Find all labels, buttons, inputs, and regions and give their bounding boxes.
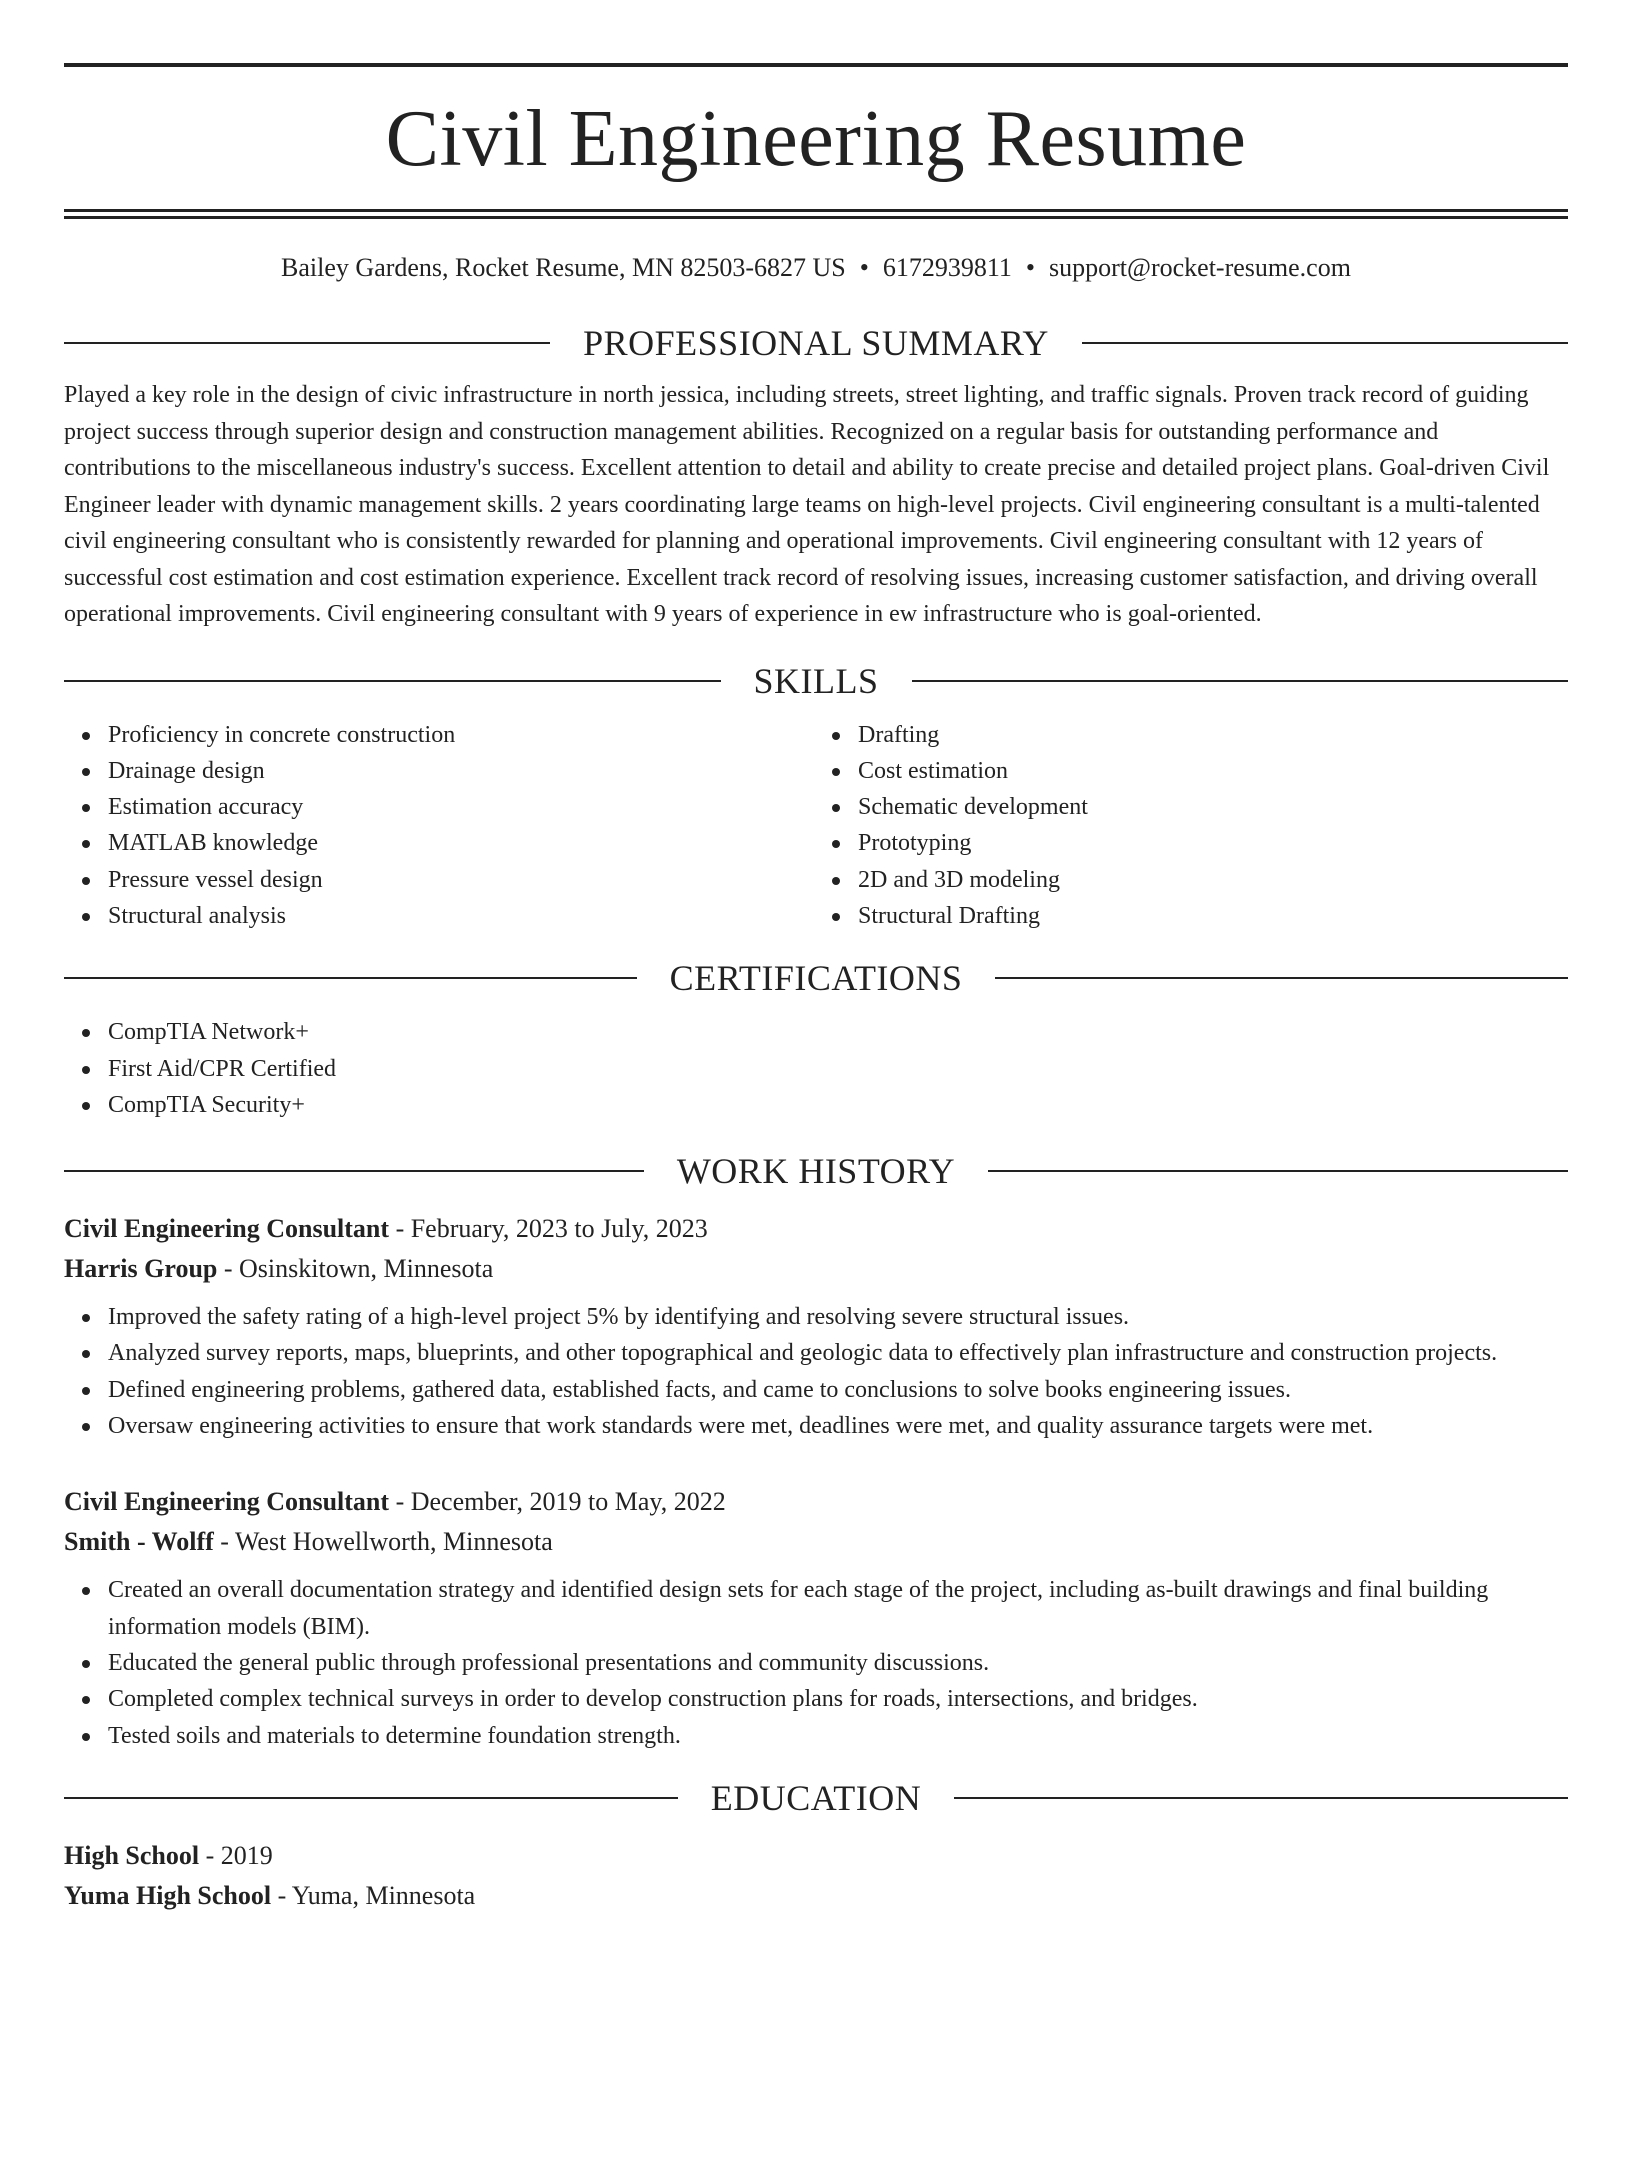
section-heading-summary — [64, 325, 1568, 361]
heading-rule — [64, 342, 550, 344]
section-title: WORK HISTORY — [676, 1151, 956, 1192]
heading-rule — [995, 977, 1568, 979]
job-title: Civil Engineering Consultant — [64, 1214, 390, 1244]
contact-separator: • — [1025, 253, 1036, 282]
heading-rule — [64, 680, 721, 682]
job-title-line — [64, 1209, 1568, 1249]
education-year: - 2019 — [199, 1840, 273, 1870]
skill-item: Prototyping — [858, 825, 1568, 861]
section-heading-skills — [64, 660, 1568, 701]
section-heading-certifications — [64, 958, 1568, 999]
skill-item: Drainage design — [108, 753, 816, 789]
skill-item: Proficiency in concrete construction — [108, 717, 816, 753]
skill-item: Structural analysis — [108, 898, 816, 934]
skills-list-right — [816, 717, 1568, 935]
skill-item: Drafting — [858, 717, 1568, 753]
job-entry — [64, 1482, 1568, 1753]
education-degree-line — [64, 1836, 1568, 1876]
job-bullet: Oversaw engineering activities to ensure that work standards were met, deadlines were met, and quality assurance targets were met. — [108, 1408, 1568, 1444]
job-bullet: Educated the general public through professional presentations and community discussions. — [108, 1645, 1568, 1681]
certification-item: CompTIA Network+ — [108, 1014, 1568, 1050]
skill-item: Estimation accuracy — [108, 789, 816, 825]
title-double-rule — [64, 209, 1568, 219]
education-degree: High School — [64, 1840, 200, 1870]
job-company: Harris Group — [64, 1254, 218, 1284]
job-title: Civil Engineering Consultant — [64, 1487, 390, 1517]
contact-line — [64, 255, 1568, 281]
job-bullet-list — [64, 1572, 1568, 1753]
heading-rule — [64, 1170, 644, 1172]
heading-rule — [954, 1797, 1568, 1799]
job-dates: - February, 2023 to July, 2023 — [389, 1214, 708, 1244]
heading-rule — [1082, 342, 1568, 344]
job-bullet: Improved the safety rating of a high-level project 5% by identifying and resolving severe structural issues. — [108, 1299, 1568, 1335]
section-title: PROFESSIONAL SUMMARY — [583, 323, 1049, 363]
job-company: Smith - Wolff — [64, 1527, 214, 1557]
top-rule — [64, 63, 1568, 67]
job-location: - Osinskitown, Minnesota — [217, 1254, 494, 1284]
skill-item: Structural Drafting — [858, 898, 1568, 934]
heading-rule — [912, 680, 1569, 682]
skill-item: Pressure vessel design — [108, 862, 816, 898]
section-title: CERTIFICATIONS — [669, 958, 963, 999]
skill-item: 2D and 3D modeling — [858, 862, 1568, 898]
education-entry — [64, 1836, 1568, 1916]
job-bullet: Analyzed survey reports, maps, blueprints, and other topographical and geologic data to effectively plan infrastructure and construction projects. — [108, 1335, 1568, 1371]
job-company-line — [64, 1249, 1568, 1289]
contact-separator: • — [859, 253, 869, 282]
skill-item: Schematic development — [858, 789, 1568, 825]
skill-item: MATLAB knowledge — [108, 825, 816, 861]
certifications-list — [64, 1014, 1568, 1123]
resume-page — [0, 63, 1632, 2175]
contact-email: support@rocket-resume.com — [1049, 253, 1351, 282]
skill-item: Cost estimation — [858, 753, 1568, 789]
certification-item: CompTIA Security+ — [108, 1087, 1568, 1123]
skills-grid — [64, 717, 1568, 935]
job-bullet: Defined engineering problems, gathered data, established facts, and came to conclusions to solve books engineering issues. — [108, 1372, 1568, 1408]
job-entry — [64, 1209, 1568, 1444]
heading-rule — [988, 1170, 1568, 1172]
education-location: - Yuma, Minnesota — [271, 1880, 476, 1910]
heading-rule — [64, 977, 637, 979]
job-company-line — [64, 1522, 1568, 1562]
job-bullet: Tested soils and materials to determine foundation strength. — [108, 1718, 1568, 1754]
summary-paragraph: Played a key role in the design of civic infrastructure in north jessica, including streets, street lighting, and traffic signals. Proven track record of guiding project success through superior design and construction management abilities. Recognized on a regular basis for outstanding performance and contributions to the miscellaneous industry's success. Excellent attention to detail and ability to create precise and detailed project plans. Goal-driven Civil Engineer leader with dynamic management skills. 2 years coordinating large teams on high-level projects. Civil engineering consultant is a multi-talented civil engineering consultant who is consistently rewarded for planning and operational improvements. Civil engineering consultant with 12 years of successful cost estimation and cost estimation experience. Excellent track record of resolving issues, increasing customer satisfaction, and driving overall operational improvements. Civil engineering consultant with 9 years of experience in ew infrastructure who is goal-oriented. — [64, 382, 1550, 627]
job-title-line — [64, 1482, 1568, 1522]
skills-list-left — [64, 717, 816, 935]
certification-item: First Aid/CPR Certified — [108, 1051, 1568, 1087]
education-school-line — [64, 1876, 1568, 1916]
page-title: Civil Engineering Resume — [385, 95, 1247, 183]
job-dates: - December, 2019 to May, 2022 — [389, 1487, 726, 1517]
job-spacer — [64, 1444, 1568, 1482]
section-heading-work-history — [64, 1151, 1568, 1192]
education-school: Yuma High School — [64, 1880, 272, 1910]
contact-address: Bailey Gardens, Rocket Resume, MN 82503-6827 US — [281, 253, 846, 282]
contact-phone: 6172939811 — [882, 253, 1012, 282]
job-bullet-list — [64, 1299, 1568, 1444]
job-bullet: Completed complex technical surveys in order to develop construction plans for roads, intersections, and bridges. — [108, 1681, 1568, 1717]
job-location: - West Howellworth, Minnesota — [213, 1527, 553, 1557]
section-title: EDUCATION — [710, 1777, 922, 1818]
heading-rule — [64, 1797, 678, 1799]
job-bullet: Created an overall documentation strategy and identified design sets for each stage of the project, including as-built drawings and final building information models (BIM). — [108, 1572, 1568, 1645]
section-heading-education — [64, 1777, 1568, 1818]
section-title: SKILLS — [753, 660, 879, 701]
